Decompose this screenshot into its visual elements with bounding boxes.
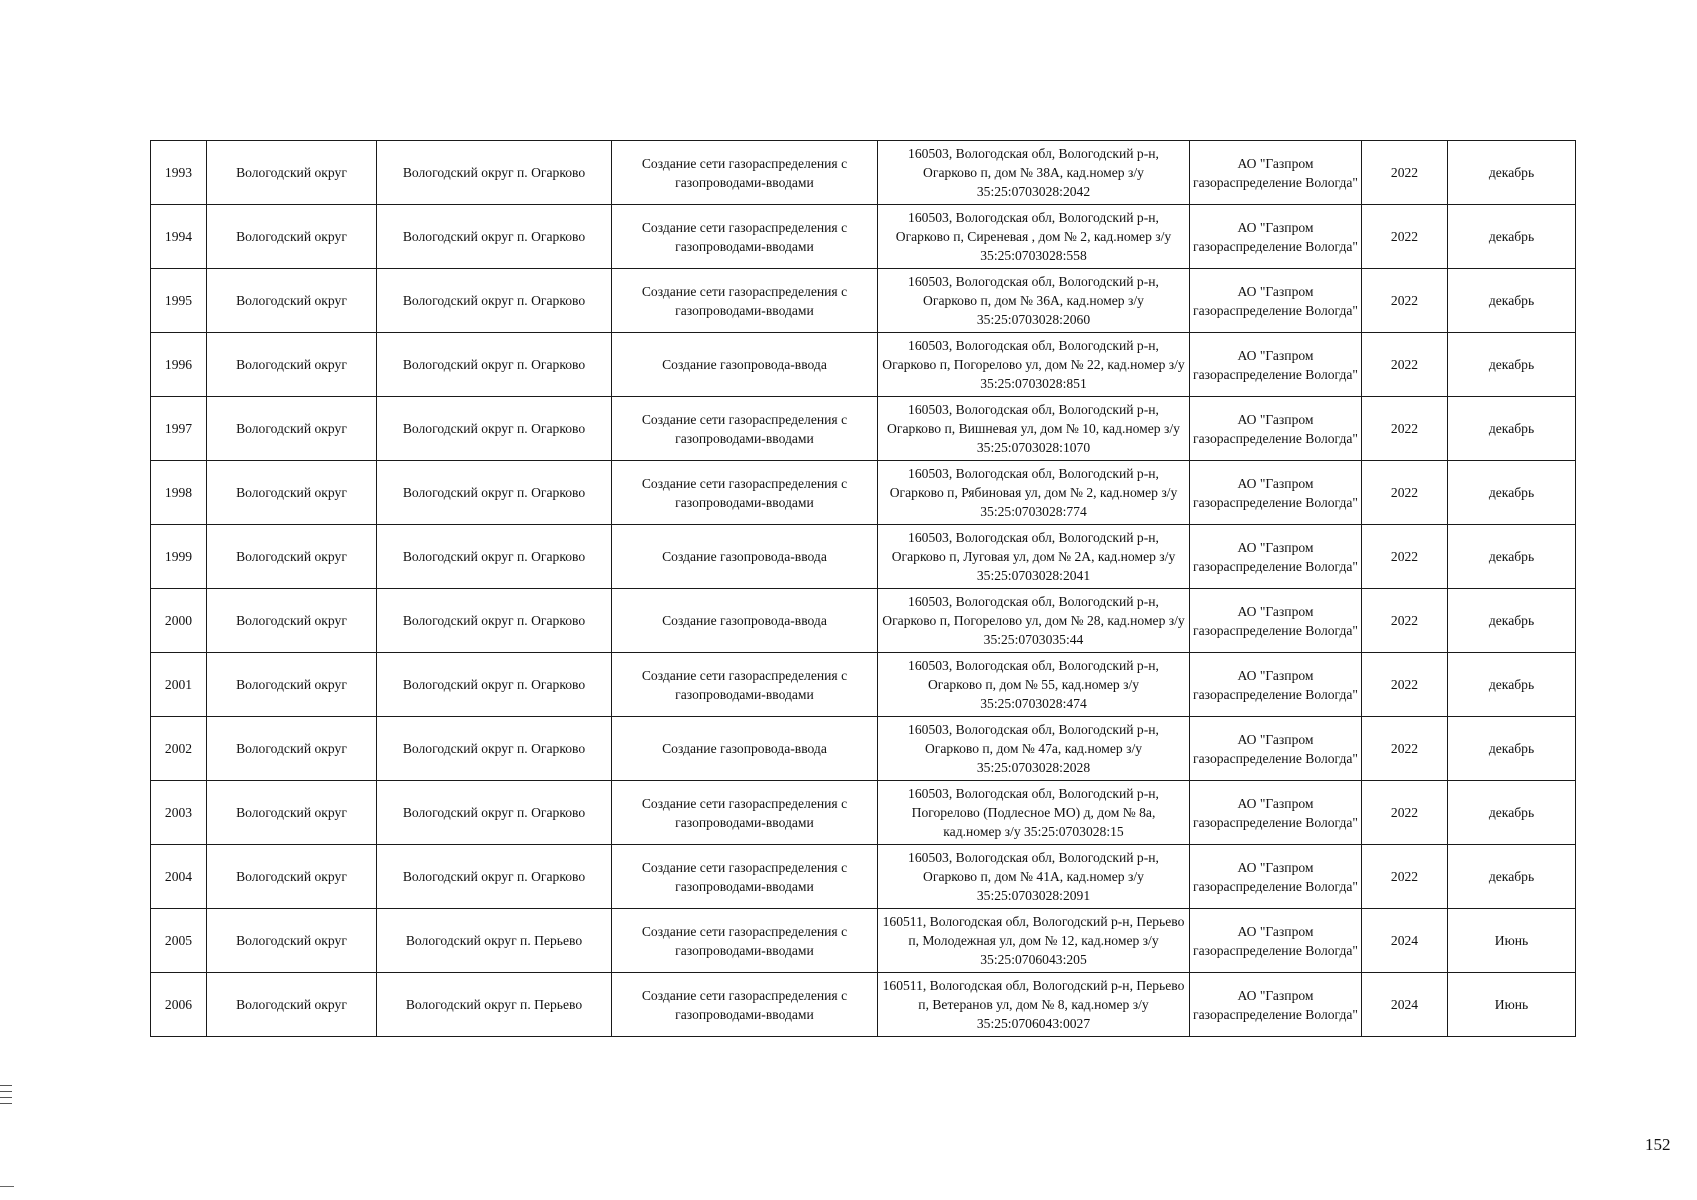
cell-address: 160503, Вологодская обл, Вологодский р-н, Огарково п, Рябиновая ул, дом № 2, кад.номер з/у 35:25:0703028:774: [878, 461, 1190, 525]
cell-number: 1993: [151, 141, 207, 205]
table-row: [151, 333, 1576, 397]
table-row: [151, 141, 1576, 205]
cell-month: декабрь: [1448, 717, 1576, 781]
cell-operator: АО "Газпром газораспределение Вологда": [1190, 461, 1362, 525]
margin-tick: [0, 1097, 12, 1098]
scan-margin-dash: [0, 1186, 14, 1187]
registry-sheet: [150, 140, 1575, 1037]
cell-work-type: Создание сети газораспределения с газопроводами-вводами: [612, 909, 878, 973]
cell-settlement: Вологодский округ п. Огарково: [377, 781, 612, 845]
cell-district: Вологодский округ: [207, 781, 377, 845]
margin-tick: [0, 1103, 12, 1104]
registry-table: [150, 140, 1576, 1037]
table-row: [151, 973, 1576, 1037]
cell-month: декабрь: [1448, 525, 1576, 589]
cell-address: 160503, Вологодская обл, Вологодский р-н, Огарково п, Погорелово ул, дом № 28, кад.номер з/у 35:25:0703035:44: [878, 589, 1190, 653]
cell-operator: АО "Газпром газораспределение Вологда": [1190, 781, 1362, 845]
cell-address: 160503, Вологодская обл, Вологодский р-н, Огарково п, дом № 55, кад.номер з/у 35:25:0703028:474: [878, 653, 1190, 717]
table-row: [151, 717, 1576, 781]
table-row: [151, 525, 1576, 589]
cell-year: 2022: [1362, 141, 1448, 205]
cell-address: 160503, Вологодская обл, Вологодский р-н, Огарково п, дом № 41А, кад.номер з/у 35:25:0703028:2091: [878, 845, 1190, 909]
cell-work-type: Создание сети газораспределения с газопроводами-вводами: [612, 141, 878, 205]
table-body: [151, 141, 1576, 1037]
cell-settlement: Вологодский округ п. Огарково: [377, 525, 612, 589]
cell-address: 160503, Вологодская обл, Вологодский р-н, Огарково п, Вишневая ул, дом № 10, кад.номер з/у 35:25:0703028:1070: [878, 397, 1190, 461]
cell-address: 160511, Вологодская обл, Вологодский р-н, Перьево п, Ветеранов ул, дом № 8, кад.номер з/у 35:25:0706043:0027: [878, 973, 1190, 1037]
cell-operator: АО "Газпром газораспределение Вологда": [1190, 141, 1362, 205]
table-row: [151, 845, 1576, 909]
cell-work-type: Создание сети газораспределения с газопроводами-вводами: [612, 397, 878, 461]
cell-work-type: Создание газопровода-ввода: [612, 333, 878, 397]
cell-work-type: Создание сети газораспределения с газопроводами-вводами: [612, 973, 878, 1037]
cell-year: 2022: [1362, 397, 1448, 461]
cell-month: декабрь: [1448, 653, 1576, 717]
cell-district: Вологодский округ: [207, 717, 377, 781]
cell-number: 2000: [151, 589, 207, 653]
cell-operator: АО "Газпром газораспределение Вологда": [1190, 525, 1362, 589]
cell-year: 2022: [1362, 717, 1448, 781]
cell-district: Вологодский округ: [207, 653, 377, 717]
cell-number: 1999: [151, 525, 207, 589]
cell-year: 2022: [1362, 461, 1448, 525]
cell-month: Июнь: [1448, 973, 1576, 1037]
cell-number: 1994: [151, 205, 207, 269]
cell-month: декабрь: [1448, 333, 1576, 397]
cell-number: 2006: [151, 973, 207, 1037]
cell-month: декабрь: [1448, 781, 1576, 845]
cell-year: 2024: [1362, 973, 1448, 1037]
cell-district: Вологодский округ: [207, 589, 377, 653]
cell-address: 160503, Вологодская обл, Вологодский р-н, Огарково п, Сиреневая , дом № 2, кад.номер з/у 35:25:0703028:558: [878, 205, 1190, 269]
cell-year: 2024: [1362, 909, 1448, 973]
cell-work-type: Создание газопровода-ввода: [612, 717, 878, 781]
cell-settlement: Вологодский округ п. Перьево: [377, 909, 612, 973]
cell-year: 2022: [1362, 845, 1448, 909]
cell-year: 2022: [1362, 205, 1448, 269]
scan-margin-marks: [0, 1085, 12, 1109]
cell-address: 160503, Вологодская обл, Вологодский р-н, Огарково п, Погорелово ул, дом № 22, кад.номер з/у 35:25:0703028:851: [878, 333, 1190, 397]
cell-address: 160503, Вологодская обл, Вологодский р-н, Огарково п, дом № 36А, кад.номер з/у 35:25:0703028:2060: [878, 269, 1190, 333]
cell-district: Вологодский округ: [207, 269, 377, 333]
cell-operator: АО "Газпром газораспределение Вологда": [1190, 333, 1362, 397]
cell-settlement: Вологодский округ п. Огарково: [377, 269, 612, 333]
cell-settlement: Вологодский округ п. Огарково: [377, 589, 612, 653]
cell-number: 2001: [151, 653, 207, 717]
cell-settlement: Вологодский округ п. Перьево: [377, 973, 612, 1037]
table-row: [151, 397, 1576, 461]
cell-year: 2022: [1362, 589, 1448, 653]
cell-settlement: Вологодский округ п. Огарково: [377, 333, 612, 397]
cell-district: Вологодский округ: [207, 397, 377, 461]
cell-year: 2022: [1362, 653, 1448, 717]
cell-year: 2022: [1362, 525, 1448, 589]
cell-operator: АО "Газпром газораспределение Вологда": [1190, 269, 1362, 333]
cell-work-type: Создание газопровода-ввода: [612, 589, 878, 653]
cell-work-type: Создание сети газораспределения с газопроводами-вводами: [612, 845, 878, 909]
cell-month: декабрь: [1448, 589, 1576, 653]
cell-number: 2003: [151, 781, 207, 845]
cell-district: Вологодский округ: [207, 909, 377, 973]
cell-operator: АО "Газпром газораспределение Вологда": [1190, 397, 1362, 461]
cell-address: 160503, Вологодская обл, Вологодский р-н, Огарково п, дом № 38А, кад.номер з/у 35:25:0703028:2042: [878, 141, 1190, 205]
cell-number: 2002: [151, 717, 207, 781]
cell-district: Вологодский округ: [207, 525, 377, 589]
cell-work-type: Создание сети газораспределения с газопроводами-вводами: [612, 461, 878, 525]
cell-district: Вологодский округ: [207, 205, 377, 269]
table-row: [151, 909, 1576, 973]
cell-operator: АО "Газпром газораспределение Вологда": [1190, 653, 1362, 717]
margin-tick: [0, 1085, 12, 1086]
cell-operator: АО "Газпром газораспределение Вологда": [1190, 973, 1362, 1037]
cell-operator: АО "Газпром газораспределение Вологда": [1190, 909, 1362, 973]
cell-address: 160511, Вологодская обл, Вологодский р-н, Перьево п, Молодежная ул, дом № 12, кад.номер з/у 35:25:0706043:205: [878, 909, 1190, 973]
cell-month: декабрь: [1448, 461, 1576, 525]
cell-settlement: Вологодский округ п. Огарково: [377, 461, 612, 525]
cell-number: 2004: [151, 845, 207, 909]
cell-month: декабрь: [1448, 397, 1576, 461]
cell-work-type: Создание газопровода-ввода: [612, 525, 878, 589]
table-row: [151, 589, 1576, 653]
cell-settlement: Вологодский округ п. Огарково: [377, 845, 612, 909]
cell-settlement: Вологодский округ п. Огарково: [377, 397, 612, 461]
cell-district: Вологодский округ: [207, 333, 377, 397]
cell-operator: АО "Газпром газораспределение Вологда": [1190, 845, 1362, 909]
table-row: [151, 269, 1576, 333]
cell-operator: АО "Газпром газораспределение Вологда": [1190, 717, 1362, 781]
cell-month: декабрь: [1448, 845, 1576, 909]
cell-month: декабрь: [1448, 141, 1576, 205]
cell-operator: АО "Газпром газораспределение Вологда": [1190, 589, 1362, 653]
cell-number: 1995: [151, 269, 207, 333]
table-row: [151, 781, 1576, 845]
cell-address: 160503, Вологодская обл, Вологодский р-н, Огарково п, Луговая ул, дом № 2А, кад.номер з/у 35:25:0703028:2041: [878, 525, 1190, 589]
cell-work-type: Создание сети газораспределения с газопроводами-вводами: [612, 653, 878, 717]
cell-number: 1998: [151, 461, 207, 525]
cell-work-type: Создание сети газораспределения с газопроводами-вводами: [612, 269, 878, 333]
cell-address: 160503, Вологодская обл, Вологодский р-н, Огарково п, дом № 47а, кад.номер з/у 35:25:0703028:2028: [878, 717, 1190, 781]
cell-settlement: Вологодский округ п. Огарково: [377, 653, 612, 717]
page-number: 152: [1645, 1135, 1671, 1154]
cell-number: 1996: [151, 333, 207, 397]
cell-address: 160503, Вологодская обл, Вологодский р-н, Погорелово (Подлесное МО) д, дом № 8а, кад.номер з/у 35:25:0703028:15: [878, 781, 1190, 845]
cell-year: 2022: [1362, 333, 1448, 397]
table-row: [151, 653, 1576, 717]
cell-settlement: Вологодский округ п. Огарково: [377, 717, 612, 781]
cell-year: 2022: [1362, 781, 1448, 845]
cell-year: 2022: [1362, 269, 1448, 333]
cell-district: Вологодский округ: [207, 141, 377, 205]
cell-settlement: Вологодский округ п. Огарково: [377, 205, 612, 269]
cell-district: Вологодский округ: [207, 461, 377, 525]
cell-month: Июнь: [1448, 909, 1576, 973]
cell-number: 1997: [151, 397, 207, 461]
cell-work-type: Создание сети газораспределения с газопроводами-вводами: [612, 205, 878, 269]
table-row: [151, 461, 1576, 525]
cell-work-type: Создание сети газораспределения с газопроводами-вводами: [612, 781, 878, 845]
cell-district: Вологодский округ: [207, 845, 377, 909]
cell-district: Вологодский округ: [207, 973, 377, 1037]
cell-month: декабрь: [1448, 269, 1576, 333]
cell-settlement: Вологодский округ п. Огарково: [377, 141, 612, 205]
table-row: [151, 205, 1576, 269]
cell-number: 2005: [151, 909, 207, 973]
margin-tick: [0, 1091, 12, 1092]
cell-month: декабрь: [1448, 205, 1576, 269]
cell-operator: АО "Газпром газораспределение Вологда": [1190, 205, 1362, 269]
